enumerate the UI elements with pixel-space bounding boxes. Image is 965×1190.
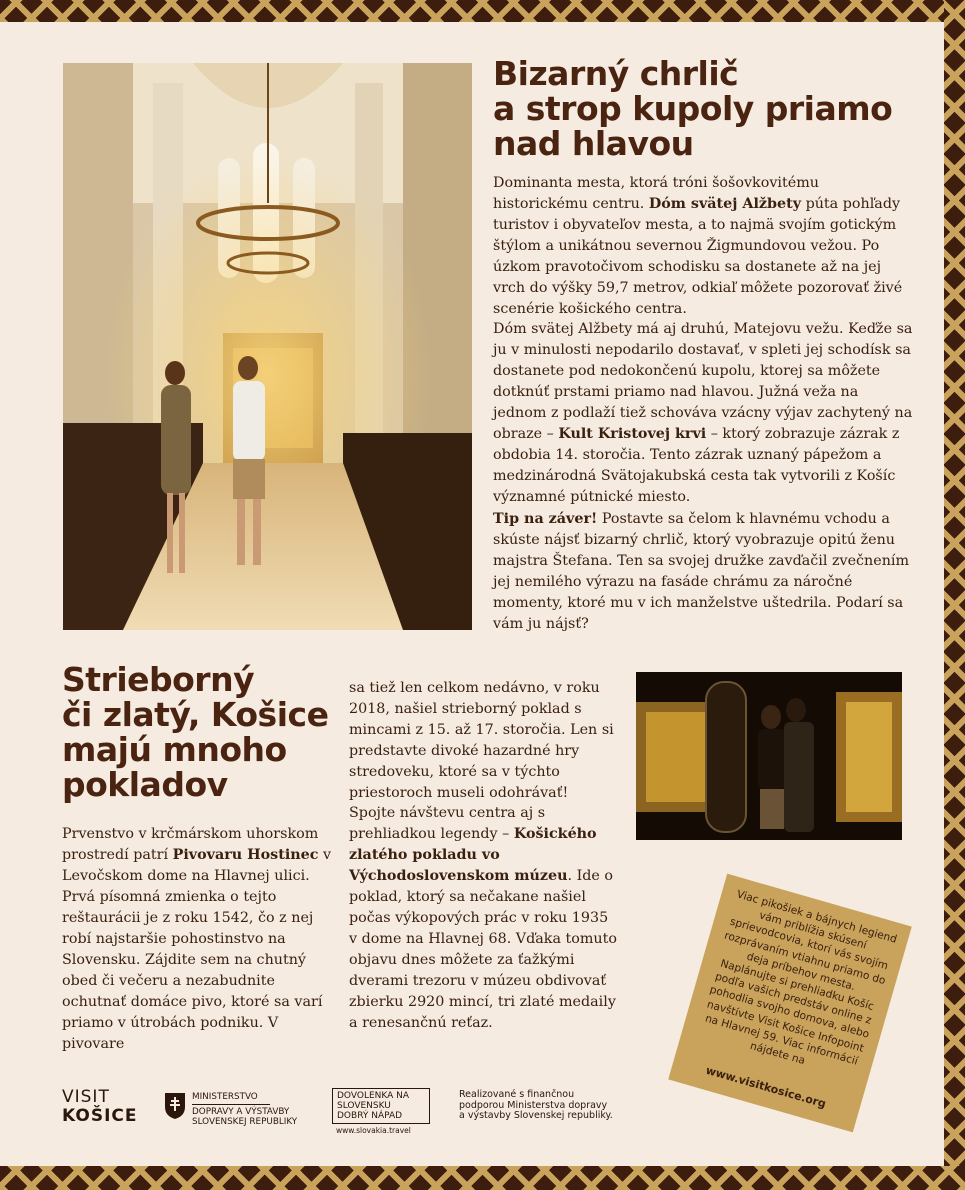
section2-paragraph-3: [349, 803, 619, 1034]
museum-treasure-photo: [636, 672, 902, 840]
section1-title-line: Bizarný chrlič: [493, 54, 739, 93]
info-note-card: [668, 874, 912, 1133]
section1-title-line: a strop kupoly priamo: [493, 89, 893, 128]
text: Postavte sa čelom k hlavnému vchodu a skúste nájsť bizarný chrlič, ktorý vyobrazuje opitú ženu majstra Štefana. Ten sa svojej družke zavďačil zvečnením jej nemilého výrazu na fasáde chrámu za náročné momenty, ktoré mu v ich manželstve uštedrila. Podarí sa vám ju nájsť?: [493, 511, 910, 632]
divider: [192, 1104, 270, 1105]
funding-note: [459, 1090, 629, 1122]
bold-text: Tip na záver!: [493, 511, 598, 527]
section2-title-line: či zlatý, Košice: [62, 695, 329, 734]
section2-paragraph-1: [62, 824, 332, 1055]
text: Spojte návštevu centra aj s prehliadkou legendy –: [349, 805, 546, 842]
decorative-border-bottom: [0, 1166, 965, 1190]
bold-text: Kult Kristovej krvi: [558, 426, 707, 442]
funding-text: Realizované s finančnou: [459, 1089, 575, 1100]
logo-text: DOBRÝ NÁPAD: [337, 1111, 403, 1121]
section2-title-line: Strieborný: [62, 660, 255, 699]
bold-text: Dóm svätej Alžbety: [648, 196, 802, 212]
section2-paragraph-2: [349, 678, 619, 804]
logo-text: VISIT: [62, 1087, 110, 1107]
dovolenka-logo: [332, 1088, 430, 1124]
logo-text: SLOVENSKU: [337, 1101, 391, 1111]
coat-of-arms-icon: [164, 1092, 186, 1120]
section2-title: [62, 662, 332, 802]
text: . Ide o poklad, ktorý sa nečakane našiel počas výkopových prác v roku 1935 v dome na Hlavnej 68. Vďaka tomuto objavu dnes môžete za ťažkými dverami trezoru v múzeu obdivovať zbierku 2920 mincí, tri zlaté medaily a renesančnú reťaz.: [349, 868, 617, 1031]
logo-text: DOVOLENKA NA: [337, 1091, 410, 1101]
website-link[interactable]: www.visitkosice.org: [704, 1063, 828, 1111]
text: v Levočskom dome na Hlavnej ulici. Prvá písomná zmienka o tejto reštaurácii je z roku 1542, čo z nej robí najstaršie pohostinstvo na Slovensku. Zájdite sem na chutný obed či večeru a nezabudnite ochutnať domáce pivo, ktoré sa varí priamo v útrobách podniku. V pivovare: [62, 847, 332, 1052]
funding-text: podporou Ministerstva dopravy: [459, 1099, 608, 1111]
decorative-border-top: [0, 0, 965, 22]
ministry-text: SLOVENSKEJ REPUBLIKY: [192, 1117, 298, 1127]
logo-text: KOŠICE: [62, 1106, 138, 1126]
text: sa tiež len celkom nedávno, v roku 2018, našiel strieborný poklad s mincami z 15. až 17. storočia. Len si predstavte divoké hazardné hry stredoveku, ktoré sa v týchto priestoroch museli odohrávať!: [349, 680, 614, 801]
text: – ktorý zobrazuje zázrak z obdobia 14. storočia. Tento zázrak uznaný pápežom a medzinárodná Svätojakubská cesta tak vytvorili z Košíc významné pútnické miesto.: [493, 426, 900, 505]
text: Prvenstvo v krčmárskom uhorskom prostredí patrí: [62, 826, 319, 863]
ministry-text: MINISTERSTVO: [192, 1092, 258, 1102]
info-note-text: Viac pikošiek a bájnych legiend vám priblížia skúsení sprievodcovia, ktorí vás svojím rozprávaním vtiahnu priamo do deja príbehov mesta. Naplánujte si prehliadku Košíc podľa vašich predstáv online z pohodlia svojho domova, alebo navštívte Visit Košice Infopoint na Hlavnej 59. Viac informácií nájdete na: [703, 888, 899, 1068]
section1-paragraph-3: [493, 509, 913, 635]
section1-title-line: nad hlavou: [493, 124, 694, 163]
text: Dóm svätej Alžbety má aj druhú, Matejovu vežu. Keďže sa ju v minulosti nepodarilo dostavať, v spleti jej schodísk sa dostanete pod nedokončenú kupolu, ktorej sa môžete dotknúť prstami priamo nad hlavou. Južná veža na jednom z podlaží tiež schováva vzácny výjav zachytený na obraze –: [493, 321, 913, 442]
section1-title: [493, 56, 913, 161]
visit-kosice-logo: [62, 1088, 138, 1126]
cathedral-interior-photo: [63, 63, 472, 630]
decorative-border-right: [944, 0, 965, 1190]
text: púta pohľady turistov i obyvateľov mesta, a to najmä svojím gotickým štýlom a unikátnou severnou Žigmundovou vežou. Po úzkom pravotočivom schodisku sa dostanete až na jej vrch do výšky 59,7 metrov, odkiaľ môžete pozorovať živé scenérie košického centra.: [493, 196, 903, 317]
section1-paragraph-1: [493, 173, 913, 320]
section1-paragraph-2: [493, 319, 913, 508]
ministry-text: DOPRAVY A VÝSTAVBY: [192, 1107, 290, 1117]
section2-title-line: majú mnoho: [62, 730, 287, 769]
section2-title-line: pokladov: [62, 765, 228, 804]
slovakia-travel-url: www.slovakia.travel: [336, 1126, 411, 1135]
text: Dominanta mesta, ktorá tróni šošovkovitému historickému centru.: [493, 175, 819, 212]
bold-text: Košického zlatého pokladu vo Východoslovenskom múzeu: [349, 826, 597, 884]
page: [0, 22, 944, 1166]
funding-text: a výstavby Slovenskej republiky.: [459, 1110, 613, 1121]
bold-text: Pivovaru Hostinec: [172, 847, 319, 863]
